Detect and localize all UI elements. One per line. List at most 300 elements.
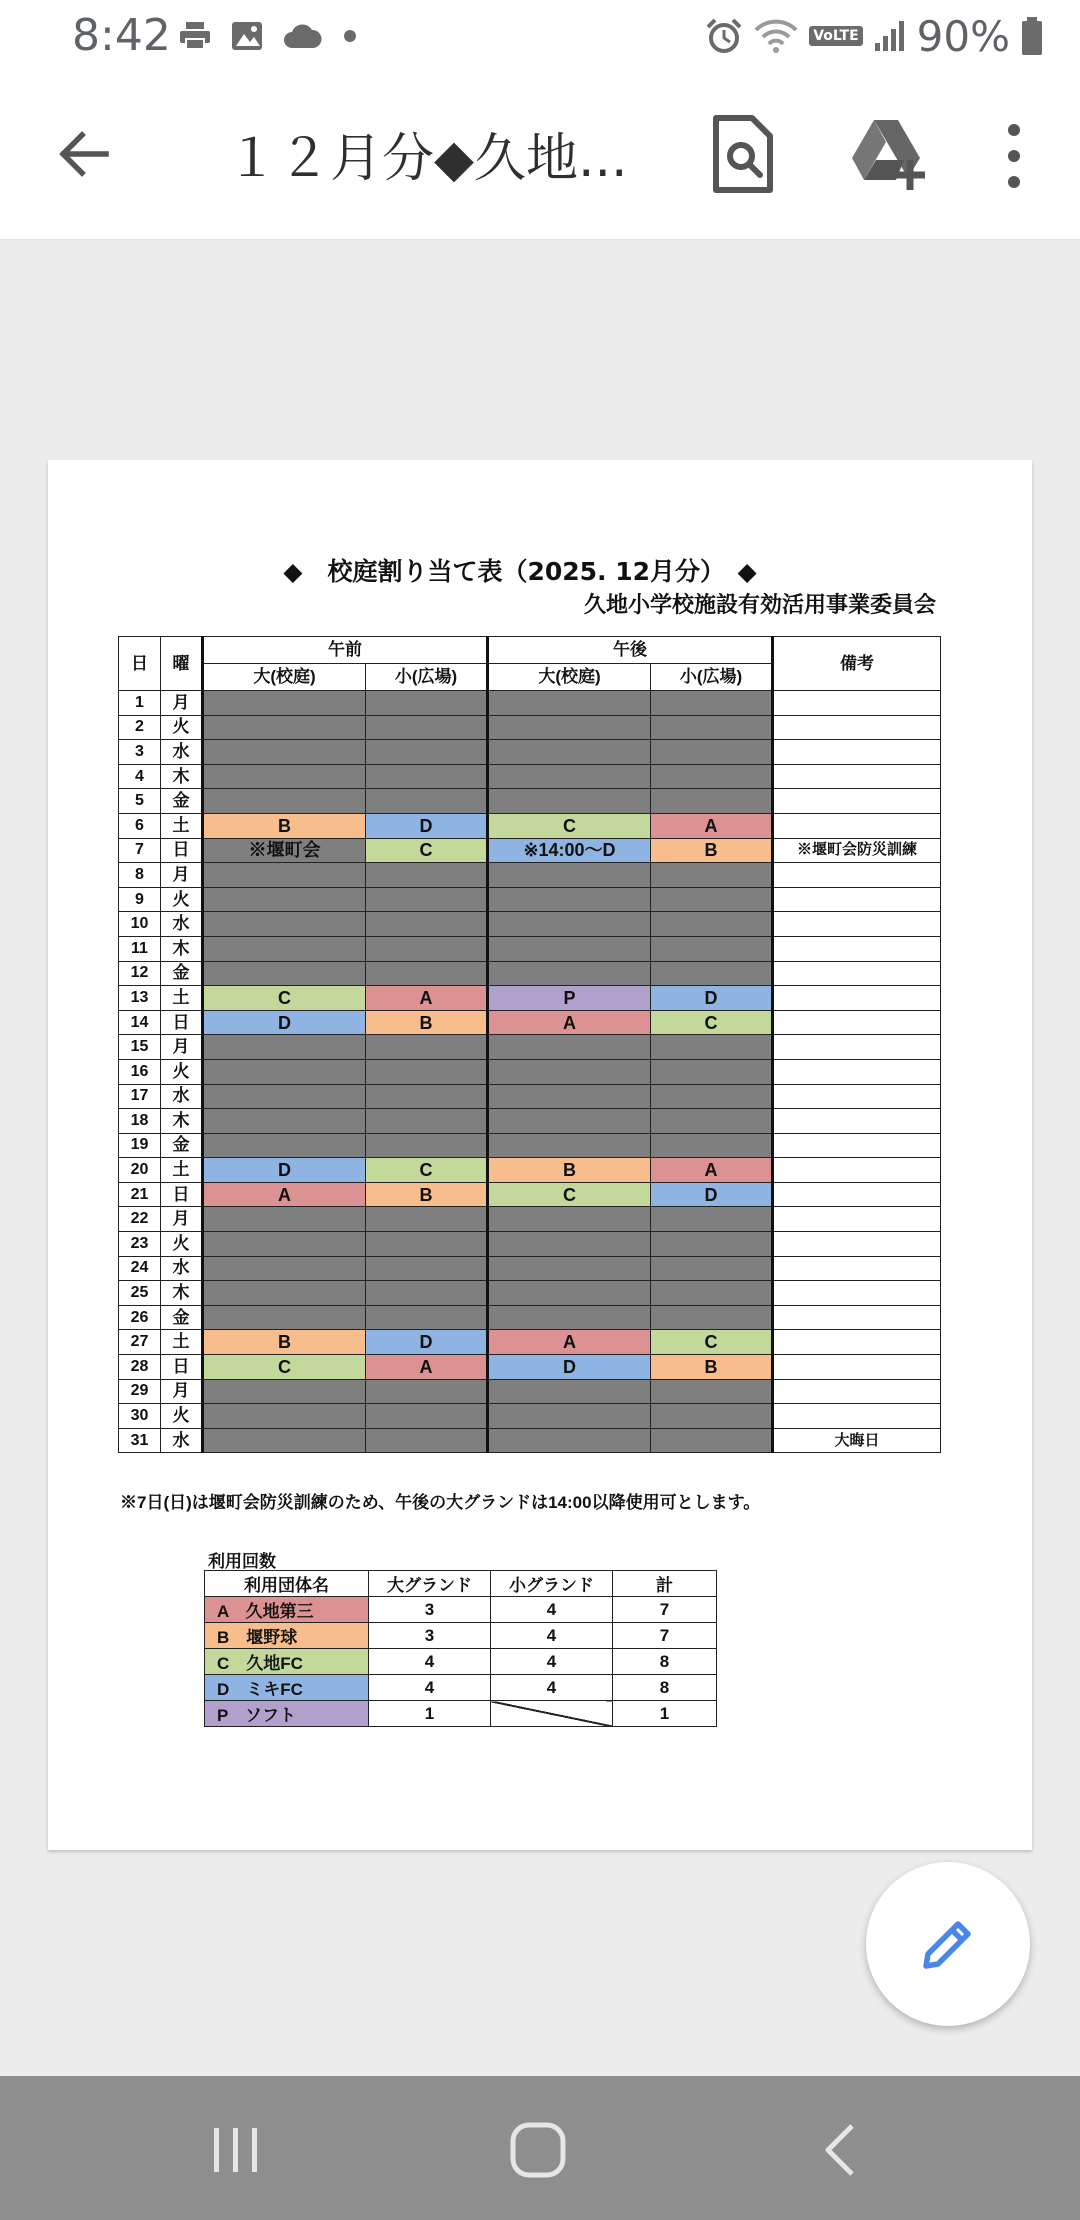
slot-am-small (366, 936, 488, 961)
slot-pm-small (651, 1109, 773, 1134)
day-number: 23 (119, 1232, 161, 1257)
note-cell (773, 1207, 941, 1232)
slot-am-small (366, 1428, 488, 1453)
slot-am-small (366, 1059, 488, 1084)
slot-am-large (203, 1305, 366, 1330)
day-number: 13 (119, 986, 161, 1011)
slot-am-small (366, 1084, 488, 1109)
slot-am-small (366, 1133, 488, 1158)
slot-am-small: D (366, 1330, 488, 1355)
slot-am-large: D (203, 1010, 366, 1035)
edit-pencil-icon (916, 1912, 980, 1976)
slot-pm-small (651, 691, 773, 716)
team-name: B 堰野球 (205, 1623, 369, 1649)
note-cell (773, 813, 941, 838)
slot-pm-large (488, 1035, 651, 1060)
day-number: 16 (119, 1059, 161, 1084)
schedule-row (119, 912, 941, 937)
note-cell (773, 715, 941, 740)
day-number: 26 (119, 1305, 161, 1330)
day-number: 31 (119, 1428, 161, 1453)
slot-pm-large (488, 1379, 651, 1404)
note-cell (773, 887, 941, 912)
schedule-row (119, 1035, 941, 1060)
slot-am-large (203, 789, 366, 814)
slot-am-small (366, 764, 488, 789)
weekday: 日 (161, 838, 203, 863)
slot-pm-large: ※14:00～D (488, 838, 651, 863)
header-morning: 午前 (203, 637, 488, 664)
status-bar (0, 0, 1080, 72)
slot-pm-large: P (488, 986, 651, 1011)
slot-am-large: ※堰町会 (203, 838, 366, 863)
large-count: 3 (369, 1623, 491, 1649)
slot-am-small (366, 1232, 488, 1257)
document-title: １２月分◆久地... (226, 129, 628, 189)
signal-icon (873, 19, 907, 53)
slot-pm-large (488, 936, 651, 961)
slot-pm-small: B (651, 1355, 773, 1380)
note-cell (773, 1182, 941, 1207)
slot-pm-small (651, 1035, 773, 1060)
schedule-row (119, 961, 941, 986)
slot-am-large (203, 1207, 366, 1232)
slot-am-large (203, 1379, 366, 1404)
note-cell (773, 1010, 941, 1035)
slot-am-large (203, 764, 366, 789)
slot-am-small: B (366, 1182, 488, 1207)
home-icon[interactable] (508, 2120, 568, 2180)
note-cell (773, 1404, 941, 1429)
weekday: 月 (161, 1207, 203, 1232)
slot-am-large (203, 691, 366, 716)
header-am-large: 大(校庭) (203, 664, 366, 691)
slot-pm-large (488, 1232, 651, 1257)
schedule-row (119, 838, 941, 863)
day-number: 21 (119, 1182, 161, 1207)
note-cell (773, 1158, 941, 1183)
day-number: 10 (119, 912, 161, 937)
team-name: P ソフト (205, 1701, 369, 1727)
schedule-row (119, 986, 941, 1011)
slot-pm-small (651, 1256, 773, 1281)
team-name: D ミキFC (205, 1675, 369, 1701)
note-cell: ※堰町会防災訓練 (773, 838, 941, 863)
usage-table (204, 1570, 717, 1727)
usage-header-team: 利用団体名 (205, 1571, 369, 1597)
slot-pm-small (651, 1084, 773, 1109)
slot-pm-large (488, 715, 651, 740)
schedule-row (119, 1281, 941, 1306)
status-time: 8:42 (72, 10, 171, 61)
nav-back-icon[interactable] (812, 2120, 872, 2180)
back-arrow-icon[interactable] (52, 122, 116, 186)
day-number: 11 (119, 936, 161, 961)
note-cell (773, 1305, 941, 1330)
slot-pm-large (488, 1428, 651, 1453)
weekday: 火 (161, 887, 203, 912)
slot-am-large (203, 961, 366, 986)
slot-am-small (366, 691, 488, 716)
slot-pm-small (651, 1404, 773, 1429)
cloud-icon (282, 22, 322, 50)
weekday: 水 (161, 740, 203, 765)
day-number: 30 (119, 1404, 161, 1429)
note-cell (773, 1330, 941, 1355)
day-number: 5 (119, 789, 161, 814)
weekday: 日 (161, 1182, 203, 1207)
slot-am-large: A (203, 1182, 366, 1207)
slot-pm-small (651, 1379, 773, 1404)
slot-am-small (366, 863, 488, 888)
slot-pm-large: A (488, 1330, 651, 1355)
note-cell (773, 1379, 941, 1404)
weekday: 金 (161, 789, 203, 814)
slot-pm-small (651, 715, 773, 740)
slot-am-large (203, 740, 366, 765)
slot-am-large (203, 1256, 366, 1281)
organization-name: 久地小学校施設有効活用事業委員会 (583, 593, 936, 618)
slot-am-large (203, 1232, 366, 1257)
slot-pm-large (488, 789, 651, 814)
schedule-row (119, 1355, 941, 1380)
search-doc-icon[interactable] (708, 114, 778, 194)
schedule-row (119, 1232, 941, 1257)
note-cell (773, 863, 941, 888)
slot-am-small: C (366, 838, 488, 863)
schedule-row (119, 691, 941, 716)
slot-pm-small (651, 1207, 773, 1232)
slot-pm-small: B (651, 838, 773, 863)
note-cell (773, 1355, 941, 1380)
day-number: 29 (119, 1379, 161, 1404)
slot-pm-large (488, 1305, 651, 1330)
slot-pm-small (651, 961, 773, 986)
weekday: 土 (161, 1158, 203, 1183)
weekday: 月 (161, 863, 203, 888)
weekday: 月 (161, 1379, 203, 1404)
day-number: 6 (119, 813, 161, 838)
slot-am-large: B (203, 1330, 366, 1355)
footnote: ※7日(日)は堰町会防災訓練のため、午後の大グランドは14:00以降使用可とします。 (120, 1493, 761, 1512)
slot-am-large: D (203, 1158, 366, 1183)
slot-am-large (203, 1059, 366, 1084)
slot-pm-small: D (651, 1182, 773, 1207)
slot-pm-large (488, 740, 651, 765)
note-cell (773, 1256, 941, 1281)
dot-icon (340, 26, 360, 46)
drive-add-icon[interactable] (848, 116, 928, 192)
note-cell (773, 1035, 941, 1060)
note-cell (773, 1133, 941, 1158)
header-weekday: 曜 (161, 637, 203, 691)
slot-pm-small (651, 863, 773, 888)
large-count: 4 (369, 1649, 491, 1675)
slot-pm-small (651, 789, 773, 814)
slot-am-large (203, 715, 366, 740)
day-number: 18 (119, 1109, 161, 1134)
slot-am-large (203, 1084, 366, 1109)
volte-badge: VoLTE (809, 26, 862, 46)
day-number: 7 (119, 838, 161, 863)
slot-am-small: D (366, 813, 488, 838)
total-count: 7 (613, 1623, 717, 1649)
slot-pm-large (488, 961, 651, 986)
usage-header-small: 小グランド (491, 1571, 613, 1597)
day-number: 1 (119, 691, 161, 716)
schedule-row (119, 715, 941, 740)
small-count: 4 (491, 1649, 613, 1675)
large-count: 1 (369, 1701, 491, 1727)
note-cell (773, 961, 941, 986)
weekday: 木 (161, 764, 203, 789)
slot-pm-small (651, 936, 773, 961)
slot-am-small (366, 789, 488, 814)
slot-pm-large (488, 764, 651, 789)
slot-am-large (203, 1404, 366, 1429)
slot-pm-large (488, 691, 651, 716)
slot-am-small: C (366, 1158, 488, 1183)
schedule-row (119, 1428, 941, 1453)
slot-pm-large: C (488, 1182, 651, 1207)
alarm-icon (705, 17, 743, 55)
small-count: 4 (491, 1623, 613, 1649)
slot-pm-small: C (651, 1330, 773, 1355)
weekday: 月 (161, 691, 203, 716)
weekday: 土 (161, 1330, 203, 1355)
slot-pm-large (488, 1281, 651, 1306)
slot-am-small (366, 1256, 488, 1281)
slot-pm-large (488, 1084, 651, 1109)
slot-am-small (366, 1379, 488, 1404)
schedule-row (119, 764, 941, 789)
weekday: 火 (161, 1059, 203, 1084)
day-number: 22 (119, 1207, 161, 1232)
slot-am-small (366, 715, 488, 740)
note-cell (773, 1084, 941, 1109)
note-cell (773, 691, 941, 716)
weekday: 火 (161, 715, 203, 740)
schedule-row (119, 1109, 941, 1134)
weekday: 火 (161, 1404, 203, 1429)
slot-pm-large: A (488, 1010, 651, 1035)
note-cell: 大晦日 (773, 1428, 941, 1453)
usage-row (205, 1597, 717, 1623)
total-count: 1 (613, 1701, 717, 1727)
recents-icon[interactable] (206, 2120, 266, 2180)
slot-am-large (203, 863, 366, 888)
schedule-row (119, 1330, 941, 1355)
note-cell (773, 912, 941, 937)
total-count: 7 (613, 1597, 717, 1623)
slot-am-large (203, 1133, 366, 1158)
large-count: 3 (369, 1597, 491, 1623)
slot-am-large: B (203, 813, 366, 838)
slot-am-large (203, 887, 366, 912)
day-number: 3 (119, 740, 161, 765)
slot-am-small (366, 1207, 488, 1232)
weekday: 金 (161, 961, 203, 986)
small-count (491, 1701, 613, 1727)
day-number: 12 (119, 961, 161, 986)
slot-pm-small (651, 740, 773, 765)
schedule-row (119, 813, 941, 838)
edit-button[interactable] (866, 1862, 1030, 2026)
schedule-row (119, 740, 941, 765)
slot-am-large (203, 1035, 366, 1060)
schedule-row (119, 863, 941, 888)
slot-am-large (203, 912, 366, 937)
weekday: 木 (161, 1109, 203, 1134)
header-day: 日 (119, 637, 161, 691)
schedule-row (119, 1010, 941, 1035)
slot-pm-small (651, 1305, 773, 1330)
weekday: 土 (161, 813, 203, 838)
schedule-row (119, 936, 941, 961)
slot-pm-large: C (488, 813, 651, 838)
slot-pm-small: D (651, 986, 773, 1011)
schedule-table (118, 636, 941, 1453)
header-pm-small: 小(広場) (651, 664, 773, 691)
total-count: 8 (613, 1675, 717, 1701)
slot-pm-large (488, 887, 651, 912)
print-icon (178, 21, 212, 51)
slot-am-large: C (203, 986, 366, 1011)
battery-icon (1020, 16, 1044, 56)
small-count: 4 (491, 1675, 613, 1701)
total-count: 8 (613, 1649, 717, 1675)
large-count: 4 (369, 1675, 491, 1701)
system-icons (705, 10, 1044, 62)
slot-pm-large (488, 1207, 651, 1232)
schedule-title: ◆ 校庭割り当て表（2025. 12月分） ◆ (283, 557, 757, 586)
small-count: 4 (491, 1597, 613, 1623)
day-number: 4 (119, 764, 161, 789)
schedule-row (119, 1305, 941, 1330)
schedule-body (119, 691, 941, 1453)
slot-pm-large: D (488, 1355, 651, 1380)
slot-am-small (366, 912, 488, 937)
slot-am-small: A (366, 1355, 488, 1380)
header-notes: 備考 (773, 637, 941, 691)
usage-row (205, 1701, 717, 1727)
usage-row (205, 1675, 717, 1701)
more-vert-icon[interactable] (994, 116, 1034, 196)
note-cell (773, 764, 941, 789)
header-am-small: 小(広場) (366, 664, 488, 691)
weekday: 木 (161, 936, 203, 961)
slot-am-large: C (203, 1355, 366, 1380)
team-name: A 久地第三 (205, 1597, 369, 1623)
slot-pm-small (651, 887, 773, 912)
weekday: 月 (161, 1035, 203, 1060)
slot-am-small (366, 1404, 488, 1429)
slot-am-small (366, 740, 488, 765)
slot-am-large (203, 936, 366, 961)
slot-pm-large (488, 1059, 651, 1084)
slot-pm-small: C (651, 1010, 773, 1035)
day-number: 9 (119, 887, 161, 912)
day-number: 27 (119, 1330, 161, 1355)
slot-am-small: A (366, 986, 488, 1011)
image-icon (230, 20, 264, 52)
note-cell (773, 1109, 941, 1134)
slot-pm-large: B (488, 1158, 651, 1183)
weekday: 水 (161, 1256, 203, 1281)
slot-am-small (366, 1305, 488, 1330)
note-cell (773, 936, 941, 961)
weekday: 土 (161, 986, 203, 1011)
slot-am-small (366, 1109, 488, 1134)
day-number: 20 (119, 1158, 161, 1183)
slot-pm-small (651, 1428, 773, 1453)
weekday: 水 (161, 1084, 203, 1109)
schedule-row (119, 789, 941, 814)
slot-am-small (366, 961, 488, 986)
usage-body (205, 1597, 717, 1727)
day-number: 8 (119, 863, 161, 888)
slot-am-small (366, 1281, 488, 1306)
weekday: 水 (161, 912, 203, 937)
day-number: 25 (119, 1281, 161, 1306)
slot-pm-small (651, 1232, 773, 1257)
note-cell (773, 1281, 941, 1306)
day-number: 14 (119, 1010, 161, 1035)
slot-pm-large (488, 1256, 651, 1281)
slot-am-large (203, 1281, 366, 1306)
schedule-row (119, 1133, 941, 1158)
team-name: C 久地FC (205, 1649, 369, 1675)
slot-pm-large (488, 1404, 651, 1429)
day-number: 19 (119, 1133, 161, 1158)
day-number: 15 (119, 1035, 161, 1060)
document-page[interactable] (48, 460, 1032, 1850)
note-cell (773, 986, 941, 1011)
usage-row (205, 1623, 717, 1649)
header-afternoon: 午後 (488, 637, 773, 664)
note-cell (773, 1059, 941, 1084)
note-cell (773, 1232, 941, 1257)
slot-pm-large (488, 1133, 651, 1158)
day-number: 28 (119, 1355, 161, 1380)
schedule-row (119, 1256, 941, 1281)
slot-pm-large (488, 863, 651, 888)
schedule-row (119, 1182, 941, 1207)
slot-am-large (203, 1109, 366, 1134)
weekday: 火 (161, 1232, 203, 1257)
slot-pm-large (488, 1109, 651, 1134)
slot-am-small (366, 887, 488, 912)
usage-label: 利用回数 (208, 1552, 276, 1571)
day-number: 17 (119, 1084, 161, 1109)
slot-pm-small (651, 912, 773, 937)
schedule-row (119, 1084, 941, 1109)
slot-am-large (203, 1428, 366, 1453)
note-cell (773, 789, 941, 814)
usage-header-large: 大グランド (369, 1571, 491, 1597)
schedule-row (119, 1207, 941, 1232)
slot-pm-large (488, 912, 651, 937)
schedule-row (119, 1379, 941, 1404)
schedule-row (119, 887, 941, 912)
schedule-row (119, 1158, 941, 1183)
slot-pm-small (651, 1133, 773, 1158)
weekday: 日 (161, 1355, 203, 1380)
weekday: 金 (161, 1133, 203, 1158)
usage-header-total: 計 (613, 1571, 717, 1597)
weekday: 水 (161, 1428, 203, 1453)
slot-pm-small: A (651, 813, 773, 838)
